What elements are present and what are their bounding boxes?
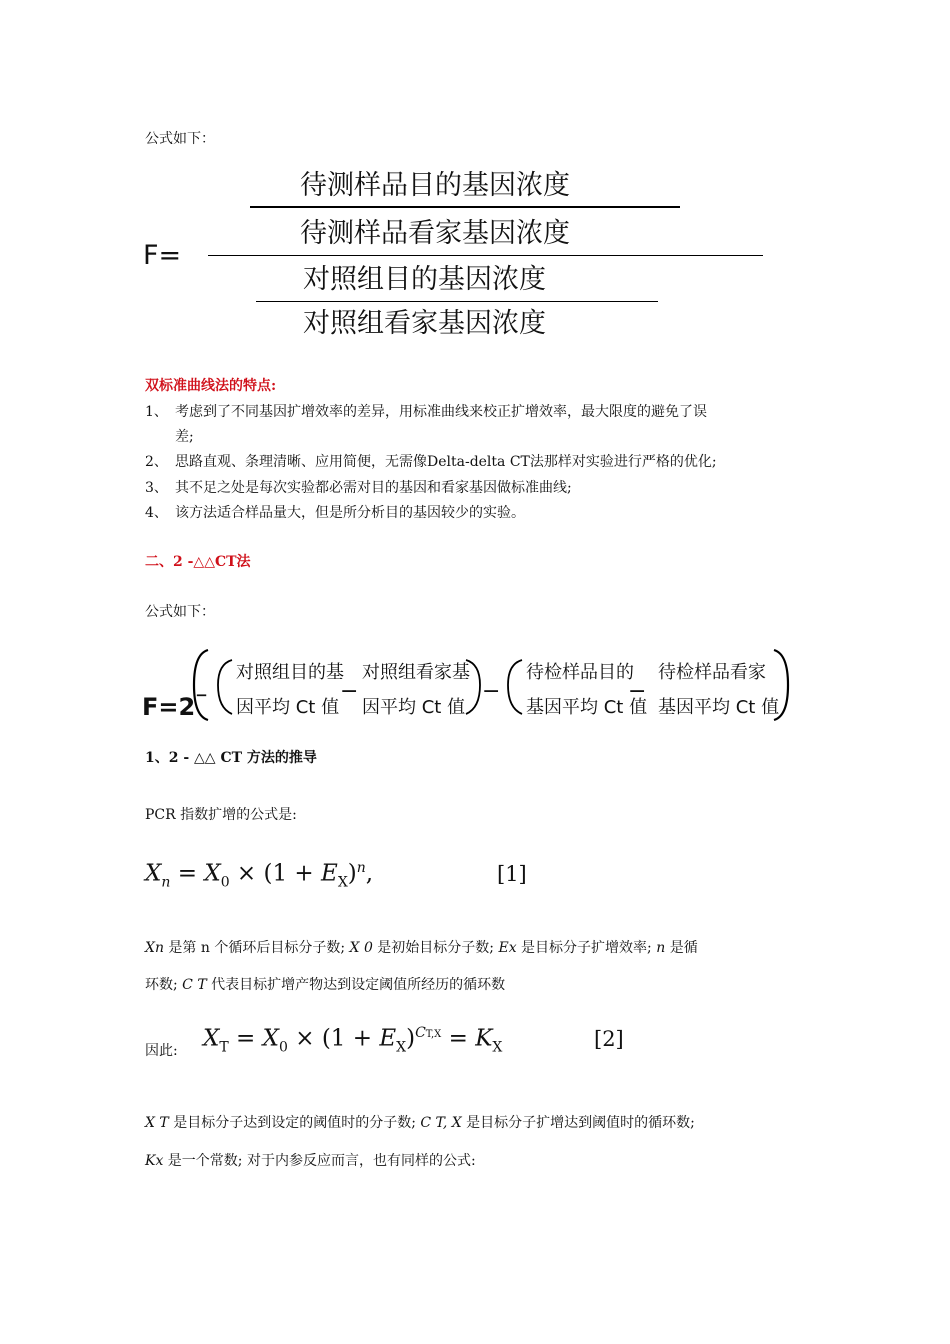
minus-sign: −	[628, 679, 647, 704]
eq-symbol: X	[203, 1025, 220, 1052]
inner-bracket-1-left	[218, 660, 232, 714]
exponent-minus: −	[195, 686, 208, 704]
eq-symbol: X	[204, 860, 221, 887]
features-title: 双标准曲线法的特点:	[145, 378, 277, 394]
eq-symbol: E	[321, 860, 338, 887]
list-item-text: 思路直观、条理清晰、应用简便，无需像Delta-delta CT法那样对实验进行严格的优化;	[175, 454, 717, 470]
term-1-line-2: 因平均 Ct 值	[236, 697, 340, 718]
list-item-number: 4、	[145, 505, 168, 521]
lhs-base: F=2	[142, 693, 196, 721]
pcr-intro: PCR 指数扩增的公式是:	[145, 807, 297, 823]
denominator-top: 对照组目的基因浓度	[303, 264, 546, 295]
inline-fragment: Kx	[145, 1153, 164, 1169]
list-item-text: 该方法适合样品量大，但是所分析目的基因较少的实验。	[175, 505, 525, 521]
eq-exponent-base: C	[415, 1025, 426, 1041]
inline-fragment: n	[656, 940, 666, 956]
therefore-label: 因此:	[145, 1043, 178, 1059]
denominator-bottom: 对照组看家基因浓度	[303, 308, 546, 339]
inline-fragment: 是目标分子达到设定的阈值时的分子数;	[168, 1115, 421, 1131]
term-3-line-2: 基因平均 Ct 值	[526, 697, 648, 718]
inline-fragment: Ex	[498, 940, 517, 956]
list-item-number: 2、	[145, 454, 168, 470]
inner-bracket-2-left	[508, 660, 522, 714]
eq-exponent: n	[356, 860, 366, 876]
eq-paren-open: (1 +	[321, 1025, 380, 1052]
term-1-line-1: 对照组目的基	[236, 662, 344, 683]
definition-1-line-1	[145, 939, 698, 957]
eq-exponent-subscript: T,X	[425, 1029, 442, 1040]
formula-lhs: F=	[143, 240, 182, 271]
inline-fragment: 是目标分子扩增达到阈值时的循环数;	[461, 1115, 695, 1131]
equation-1-tag: [1]	[497, 862, 527, 886]
list-item-text: 其不足之处是每次实验都必需对目的基因和看家基因做标准曲线;	[175, 480, 572, 496]
eq-times: ×	[236, 860, 257, 887]
derivation-title: 1、2 - △△ CT 方法的推导	[145, 750, 317, 766]
inline-fragment: 是循	[665, 940, 698, 956]
eq-subscript: X	[492, 1039, 503, 1056]
inline-fragment: X 0	[349, 940, 373, 956]
equation-2	[203, 1025, 502, 1055]
definition-2-line-1	[145, 1114, 695, 1132]
formula-intro: 公式如下：	[145, 131, 215, 147]
inline-fragment: 是目标分子扩增效率;	[516, 940, 657, 956]
list-item-continuation: 差;	[175, 429, 194, 445]
list-item-text: 考虑到了不同基因扩增效率的差异，用标准曲线来校正扩增效率，最大限度的避免了误	[175, 404, 707, 420]
numerator-bottom: 待测样品看家基因浓度	[300, 218, 570, 249]
eq-paren-close: )	[347, 860, 357, 887]
inline-fragment: 是一个常数; 对于内参反应而言，也有同样的公式:	[163, 1153, 476, 1169]
eq-subscript: X	[337, 874, 348, 891]
eq-symbol: E	[379, 1025, 397, 1052]
eq-subscript: 0	[279, 1039, 288, 1056]
inline-fragment: 是初始目标分子数;	[372, 940, 499, 956]
inline-fragment: Xn	[145, 940, 164, 956]
eq-equals: =	[448, 1025, 468, 1052]
eq-equals: =	[177, 860, 197, 887]
equation-1	[145, 860, 373, 890]
fraction-line-main	[208, 255, 763, 256]
term-4-line-2: 基因平均 Ct 值	[658, 697, 780, 718]
inline-fragment: C T, X	[420, 1115, 462, 1131]
eq-exponent	[415, 1025, 441, 1041]
eq-symbol: K	[475, 1025, 493, 1052]
eq-paren-open: (1 +	[263, 860, 322, 887]
term-2-line-2: 因平均 Ct 值	[362, 697, 466, 718]
inline-fragment: 代表目标扩增产物达到设定阈值所经历的循环数	[206, 977, 506, 993]
eq-times: ×	[295, 1025, 315, 1052]
eq-comma: ,	[365, 860, 374, 887]
eq-subscript: 0	[220, 874, 230, 891]
section-title: 二、2 -△△CT法	[145, 554, 251, 570]
inline-fragment: 环数;	[145, 977, 183, 993]
inline-fragment: X T	[145, 1115, 169, 1131]
inline-fragment: C T	[182, 977, 207, 993]
numerator-top: 待测样品目的基因浓度	[300, 170, 570, 201]
eq-subscript: X	[396, 1039, 407, 1056]
inline-fragment: 是第 n 个循环后目标分子数;	[163, 940, 350, 956]
list-item-number: 1、	[145, 404, 168, 420]
eq-symbol: X	[145, 860, 162, 887]
minus-sign: −	[482, 679, 501, 704]
fraction-line-top	[250, 206, 680, 208]
equation-2-tag: [2]	[594, 1027, 624, 1051]
term-3-line-1: 待检样品目的	[526, 662, 634, 683]
eq-symbol: X	[262, 1025, 279, 1052]
term-2-line-1: 对照组看家基	[362, 662, 470, 683]
list-item-number: 3、	[145, 480, 168, 496]
minus-sign: −	[340, 679, 359, 704]
eq-equals: =	[236, 1025, 256, 1052]
fraction-line-bottom	[256, 301, 658, 302]
eq-paren-close: )	[406, 1025, 416, 1052]
definition-2-line-2	[145, 1152, 476, 1170]
eq-subscript: T	[219, 1039, 229, 1056]
term-4-line-1: 待检样品看家	[658, 662, 766, 683]
eq-subscript: n	[161, 874, 171, 891]
definition-1-line-2	[145, 976, 505, 994]
formula-intro-2: 公式如下：	[145, 604, 215, 620]
outer-bracket-left	[194, 650, 208, 720]
